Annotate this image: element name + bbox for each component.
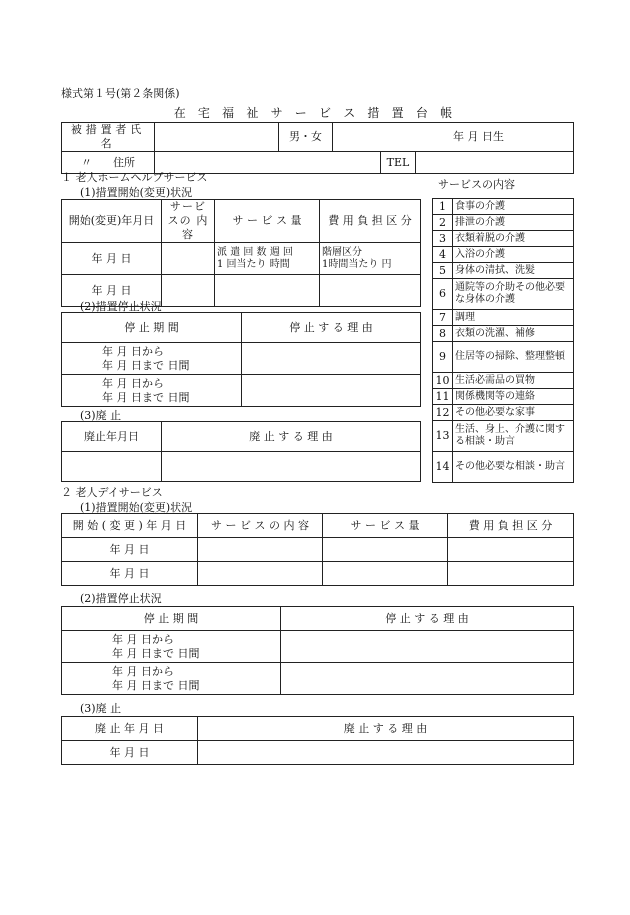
help-stop-col-reason: 停 止 す る 理 由 [242, 313, 421, 343]
service-text: その他必要な家事 [453, 405, 574, 421]
help-stop-reason[interactable] [242, 343, 421, 375]
service-item [433, 310, 574, 326]
section1-sub3: (3)廃 止 [80, 409, 122, 422]
day-abolish-table [61, 716, 574, 765]
service-number: 6 [433, 279, 453, 310]
help-abolish-col-reason: 廃 止 す る 理 由 [162, 422, 421, 452]
service-item [433, 373, 574, 389]
service-number: 7 [433, 310, 453, 326]
service-text: 生活必需品の買物 [453, 373, 574, 389]
service-number: 3 [433, 231, 453, 247]
help-abolish-date[interactable] [62, 452, 162, 482]
day-start-amount[interactable] [323, 538, 448, 562]
tel-label: TEL [381, 152, 416, 174]
service-item [433, 199, 574, 215]
section1-sub2: (2)措置停止状況 [80, 300, 162, 313]
service-number: 11 [433, 389, 453, 405]
service-text: 排泄の介護 [453, 215, 574, 231]
help-start-table [61, 199, 421, 307]
service-number: 2 [433, 215, 453, 231]
service-item [433, 215, 574, 231]
service-text: 身体の清拭、洗髪 [453, 263, 574, 279]
day-stop-col-period: 停 止 期 間 [62, 607, 281, 631]
service-text: 通院等の介助その他必要な身体の介護 [453, 279, 574, 310]
birth-field[interactable]: 年 月 日生 [333, 123, 574, 152]
day-start-cost-2[interactable] [448, 562, 574, 586]
help-start-col-amount: サ ー ビ ス 量 [215, 200, 320, 243]
service-item [433, 279, 574, 310]
service-number: 12 [433, 405, 453, 421]
service-item [433, 342, 574, 373]
section2-sub3: (3)廃 止 [80, 702, 122, 715]
day-start-content[interactable] [198, 538, 323, 562]
service-item [433, 421, 574, 452]
help-stop-period[interactable]: 年 月 日から 年 月 日まで 日間 [62, 343, 242, 375]
service-number: 1 [433, 199, 453, 215]
service-text: 生活、身上、介護に関する相談・助言 [453, 421, 574, 452]
help-stop-period-2[interactable]: 年 月 日から 年 月 日まで 日間 [62, 375, 242, 407]
day-stop-reason[interactable] [281, 631, 574, 663]
service-text: 住居等の掃除、整理整頓 [453, 342, 574, 373]
section2-heading: ２ 老人デイサービス [61, 486, 163, 499]
day-start-content-2[interactable] [198, 562, 323, 586]
day-start-col-cost: 費 用 負 担 区 分 [448, 514, 574, 538]
service-number: 8 [433, 326, 453, 342]
help-start-content-2[interactable] [162, 275, 215, 307]
day-start-date[interactable]: 年 月 日 [62, 538, 198, 562]
section1-sub1: (1)措置開始(変更)状況 [80, 186, 193, 199]
help-stop-reason-2[interactable] [242, 375, 421, 407]
day-abolish-reason[interactable] [198, 741, 574, 765]
day-stop-period-2[interactable]: 年 月 日から 年 月 日まで 日間 [62, 663, 281, 695]
help-stop-col-period: 停 止 期 間 [62, 313, 242, 343]
service-number: 13 [433, 421, 453, 452]
service-number: 10 [433, 373, 453, 389]
form-number: 様式第１号(第２条関係) [61, 87, 180, 100]
help-abolish-reason[interactable] [162, 452, 421, 482]
service-number: 9 [433, 342, 453, 373]
service-number: 14 [433, 452, 453, 483]
gender-field[interactable]: 男・女 [279, 123, 333, 152]
help-start-col-content: サービスの 内 容 [162, 200, 215, 243]
service-text: 食事の介護 [453, 199, 574, 215]
help-start-amount-2[interactable] [215, 275, 320, 307]
service-item [433, 231, 574, 247]
service-number: 5 [433, 263, 453, 279]
name-label: 被措置者氏名 [62, 123, 155, 152]
service-text: 衣類着脱の介護 [453, 231, 574, 247]
help-start-content[interactable] [162, 243, 215, 275]
help-start-cost-2[interactable] [320, 275, 421, 307]
service-text: 衣類の洗濯、補修 [453, 326, 574, 342]
name-field[interactable] [155, 123, 279, 152]
tel-field[interactable] [416, 152, 574, 174]
service-text: 関係機関等の連絡 [453, 389, 574, 405]
section2-sub1: (1)措置開始(変更)状況 [80, 501, 193, 514]
service-item [433, 405, 574, 421]
day-abolish-col-date: 廃 止 年 月 日 [62, 717, 198, 741]
day-stop-table [61, 606, 574, 695]
day-stop-col-reason: 停 止 す る 理 由 [281, 607, 574, 631]
help-start-date-2[interactable]: 年 月 日 [62, 275, 162, 307]
help-start-cost[interactable]: 階層区分 1時間当たり 円 [320, 243, 421, 275]
header-table [61, 122, 574, 174]
services-table [432, 198, 574, 483]
service-item [433, 452, 574, 483]
day-start-date-2[interactable]: 年 月 日 [62, 562, 198, 586]
page-title: 在 宅 福 祉 サ ー ビ ス 措 置 台 帳 [173, 106, 457, 120]
address-label: 〃 住所 [62, 152, 155, 174]
help-start-col-date: 開始(変更)年月日 [62, 200, 162, 243]
day-stop-period[interactable]: 年 月 日から 年 月 日まで 日間 [62, 631, 281, 663]
service-item [433, 247, 574, 263]
section2-sub2: (2)措置停止状況 [80, 592, 162, 605]
day-start-col-date: 開 始 ( 変 更 ) 年 月 日 [62, 514, 198, 538]
help-start-col-cost: 費 用 負 担 区 分 [320, 200, 421, 243]
services-heading: サービスの内容 [438, 178, 515, 191]
help-abolish-col-date: 廃止年月日 [62, 422, 162, 452]
service-item [433, 326, 574, 342]
service-text: 調理 [453, 310, 574, 326]
service-text: 入浴の介護 [453, 247, 574, 263]
help-start-amount[interactable]: 派 遣 回 数 週 回 1 回当たり 時間 [215, 243, 320, 275]
help-abolish-table [61, 421, 421, 482]
help-start-date[interactable]: 年 月 日 [62, 243, 162, 275]
service-item [433, 263, 574, 279]
service-item [433, 389, 574, 405]
help-stop-table [61, 312, 421, 407]
day-start-amount-2[interactable] [323, 562, 448, 586]
day-abolish-col-reason: 廃 止 す る 理 由 [198, 717, 574, 741]
service-number: 4 [433, 247, 453, 263]
day-start-table [61, 513, 574, 586]
day-stop-reason-2[interactable] [281, 663, 574, 695]
day-abolish-date[interactable]: 年 月 日 [62, 741, 198, 765]
service-text: その他必要な相談・助言 [453, 452, 574, 483]
section1-heading: １ 老人ホームヘルプサービス [61, 171, 208, 184]
day-start-cost[interactable] [448, 538, 574, 562]
day-start-col-amount: サ ー ビ ス 量 [323, 514, 448, 538]
day-start-col-content: サ ー ビ ス の 内 容 [198, 514, 323, 538]
